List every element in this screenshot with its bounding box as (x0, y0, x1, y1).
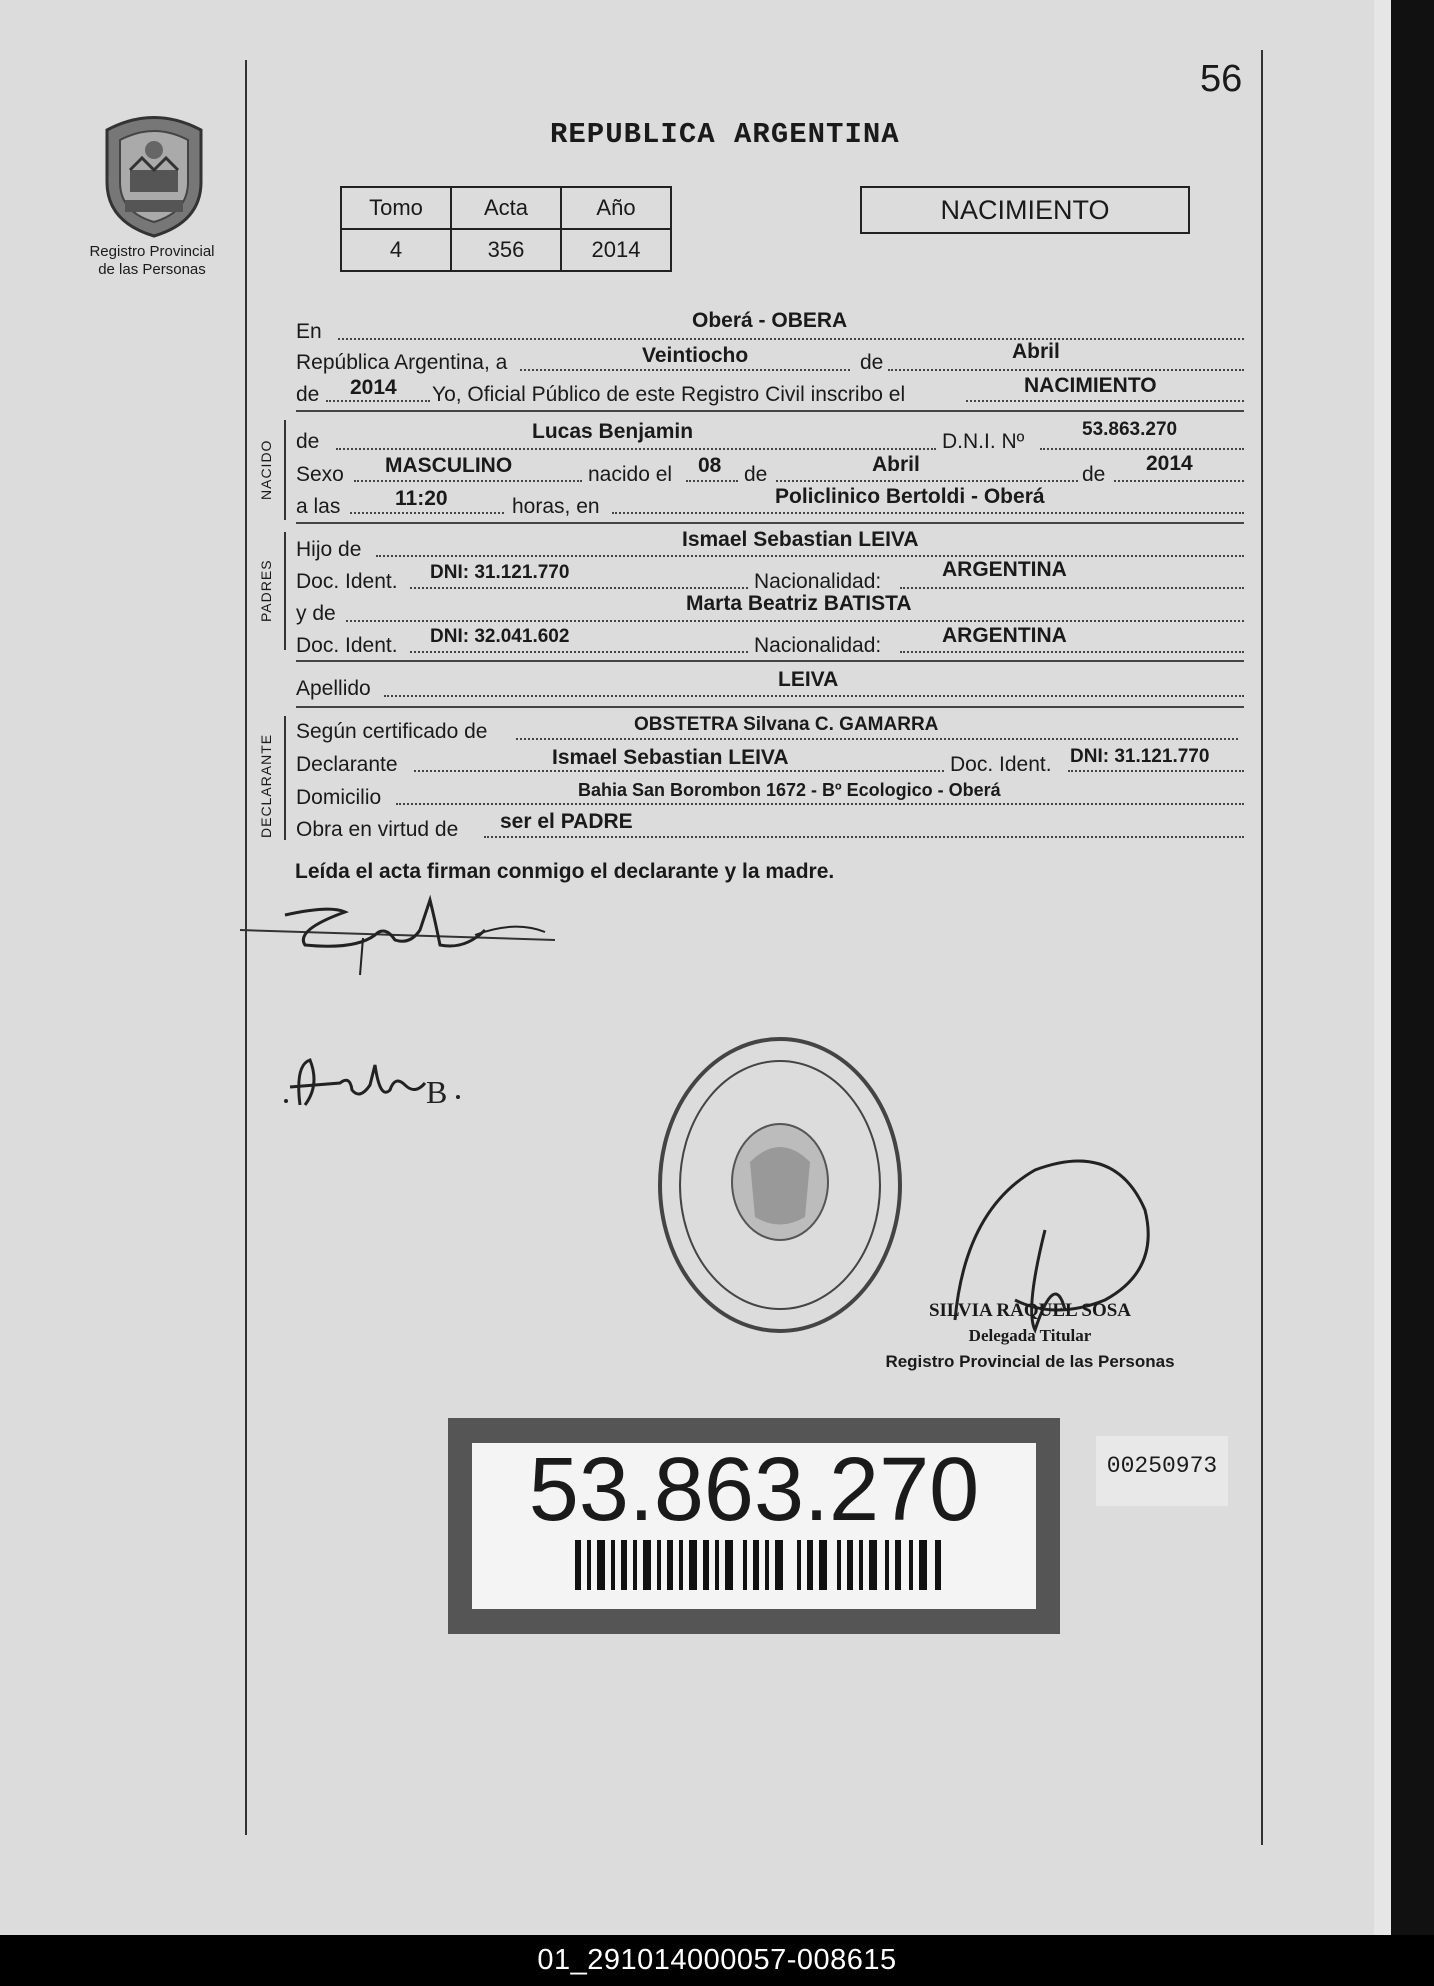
barcode (575, 1540, 945, 1590)
meta-header-tomo: Tomo (341, 187, 451, 229)
dotted-line (686, 480, 738, 482)
de-label: de (860, 351, 884, 374)
meta-value-acta: 356 (451, 229, 561, 271)
padre-nacionalidad-value: ARGENTINA (942, 558, 1067, 581)
officer-office: Registro Provincial de las Personas (885, 1352, 1175, 1371)
de-label-2: de (1082, 463, 1106, 486)
dotted-line (326, 400, 430, 402)
de-label-2: de (296, 383, 320, 406)
madre-nombre-value: Marta Beatriz BATISTA (686, 592, 912, 615)
apellido-label: Apellido (296, 677, 371, 700)
declarante-label: Declarante (296, 753, 398, 776)
logo-caption-line-1: Registro Provincial (89, 243, 215, 260)
dia-nacimiento-value: 08 (698, 454, 722, 477)
dotted-line (336, 448, 936, 450)
lugar-nacimiento-value: Policlinico Bertoldi - Oberá (775, 485, 1045, 508)
dotted-line (354, 480, 582, 482)
dotted-line (1068, 770, 1244, 772)
official-seal (655, 1032, 905, 1338)
meta-header-anio: Año (561, 187, 671, 229)
nacido-section-label: NACIDO (258, 439, 274, 500)
dotted-line (516, 738, 1238, 740)
segun-certificado-label: Según certificado de (296, 720, 488, 743)
dotted-line (900, 587, 1244, 589)
inscribe-value: NACIMIENTO (1024, 374, 1157, 397)
section-bracket (284, 532, 286, 650)
mother-signature (280, 1045, 470, 1125)
declarante-nombre-value: Ismael Sebastian LEIVA (552, 746, 789, 769)
a-las-label: a las (296, 495, 341, 518)
yo-oficial-label: Yo, Oficial Público de este Registro Civil inscribo el (432, 383, 906, 406)
tomo-acta-anio-table (340, 186, 672, 272)
svg-text:B: B (426, 1074, 448, 1110)
mes-nacimiento-value: Abril (872, 453, 920, 476)
sexo-label: Sexo (296, 463, 344, 486)
nacionalidad-label: Nacionalidad: (754, 570, 882, 593)
padre-doc-value: DNI: 31.121.770 (430, 562, 570, 583)
domicilio-label: Domicilio (296, 786, 382, 809)
dotted-line (484, 836, 1244, 838)
dotted-line (384, 695, 1244, 697)
madre-nacionalidad-value: ARGENTINA (942, 624, 1067, 647)
section-divider (296, 410, 1244, 412)
dotted-line (1040, 448, 1244, 450)
madre-doc-value: DNI: 32.041.602 (430, 626, 570, 647)
dotted-line (414, 770, 944, 772)
dotted-line (350, 512, 504, 514)
en-label: En (296, 320, 322, 343)
declarant-signature (235, 890, 565, 990)
section-divider (296, 660, 1244, 662)
dotted-line (410, 587, 748, 589)
dotted-line (376, 555, 1244, 557)
officer-name: SILVIA RAQUEL SOSA (928, 1300, 1132, 1321)
dotted-line (966, 400, 1244, 402)
apellido-value: LEIVA (778, 668, 839, 691)
anio-nacimiento-value: 2014 (1146, 452, 1193, 475)
logo-caption (72, 243, 232, 279)
doc-ident-label: Doc. Ident. (296, 634, 398, 657)
anio-value: 2014 (350, 376, 397, 399)
lugar-value: Oberá - OBERA (692, 309, 848, 332)
dotted-line (410, 651, 748, 653)
section-divider (296, 522, 1244, 524)
y-de-label: y de (296, 602, 336, 625)
meta-header-acta: Acta (451, 187, 561, 229)
dotted-line (520, 369, 850, 371)
hora-value: 11:20 (395, 487, 448, 510)
doc-ident-label: Doc. Ident. (950, 753, 1052, 776)
section-bracket (284, 420, 286, 520)
dotted-line (1114, 480, 1244, 482)
obra-value: ser el PADRE (500, 810, 633, 833)
mes-value: Abril (1012, 340, 1060, 363)
control-number: 00250973 (1096, 1436, 1228, 1506)
nacionalidad-label: Nacionalidad: (754, 634, 882, 657)
document-type-box: NACIMIENTO (860, 186, 1190, 234)
dni-value: 53.863.270 (1082, 419, 1178, 440)
dotted-line (776, 480, 1078, 482)
de-label: de (744, 463, 768, 486)
section-divider (296, 706, 1244, 708)
page-title: REPUBLICA ARGENTINA (550, 118, 900, 151)
dotted-line (396, 803, 1244, 805)
officer-role: Delegada Titular (968, 1326, 1092, 1345)
padre-nombre-value: Ismael Sebastian LEIVA (682, 528, 919, 551)
horas-en-label: horas, en (512, 495, 600, 518)
meta-value-tomo: 4 (341, 229, 451, 271)
right-margin-line (1261, 50, 1263, 1845)
page-edge (1374, 0, 1392, 1935)
sexo-value: MASCULINO (385, 454, 513, 477)
barcode-number: 53.863.270 (528, 1440, 980, 1540)
dotted-line (900, 651, 1244, 653)
dni-label: D.N.I. Nº (942, 430, 1025, 453)
scan-border (1391, 0, 1434, 1935)
logo-caption-line-2: de las Personas (98, 261, 206, 278)
dotted-line (888, 369, 1244, 371)
certificado-value: OBSTETRA Silvana C. GAMARRA (634, 714, 939, 735)
nombre-value: Lucas Benjamin (532, 420, 694, 443)
dotted-line (338, 338, 1244, 340)
dia-value: Veintiocho (642, 344, 749, 367)
closing-note: Leída el acta firman conmigo el declarante y la madre. (295, 860, 835, 883)
page-number: 56 (1200, 58, 1243, 100)
declarante-section-label: DECLARANTE (258, 733, 274, 838)
dotted-line (346, 620, 1244, 622)
nacido-el-label: nacido el (588, 463, 673, 486)
meta-value-anio: 2014 (561, 229, 671, 271)
scan-file-code: 01_291014000057-008615 (0, 1935, 1434, 1986)
republica-label: República Argentina, a (296, 351, 508, 374)
padres-section-label: PADRES (258, 559, 274, 622)
de-label: de (296, 430, 320, 453)
doc-ident-label: Doc. Ident. (296, 570, 398, 593)
misiones-coat-of-arms-logo (95, 110, 213, 238)
section-bracket (284, 716, 286, 840)
declarante-doc-value: DNI: 31.121.770 (1070, 746, 1210, 767)
hijo-de-label: Hijo de (296, 538, 362, 561)
domicilio-value: Bahia San Borombon 1672 - Bº Ecologico - Oberá (578, 780, 1001, 800)
dotted-line (612, 512, 1244, 514)
obra-en-virtud-label: Obra en virtud de (296, 818, 459, 841)
